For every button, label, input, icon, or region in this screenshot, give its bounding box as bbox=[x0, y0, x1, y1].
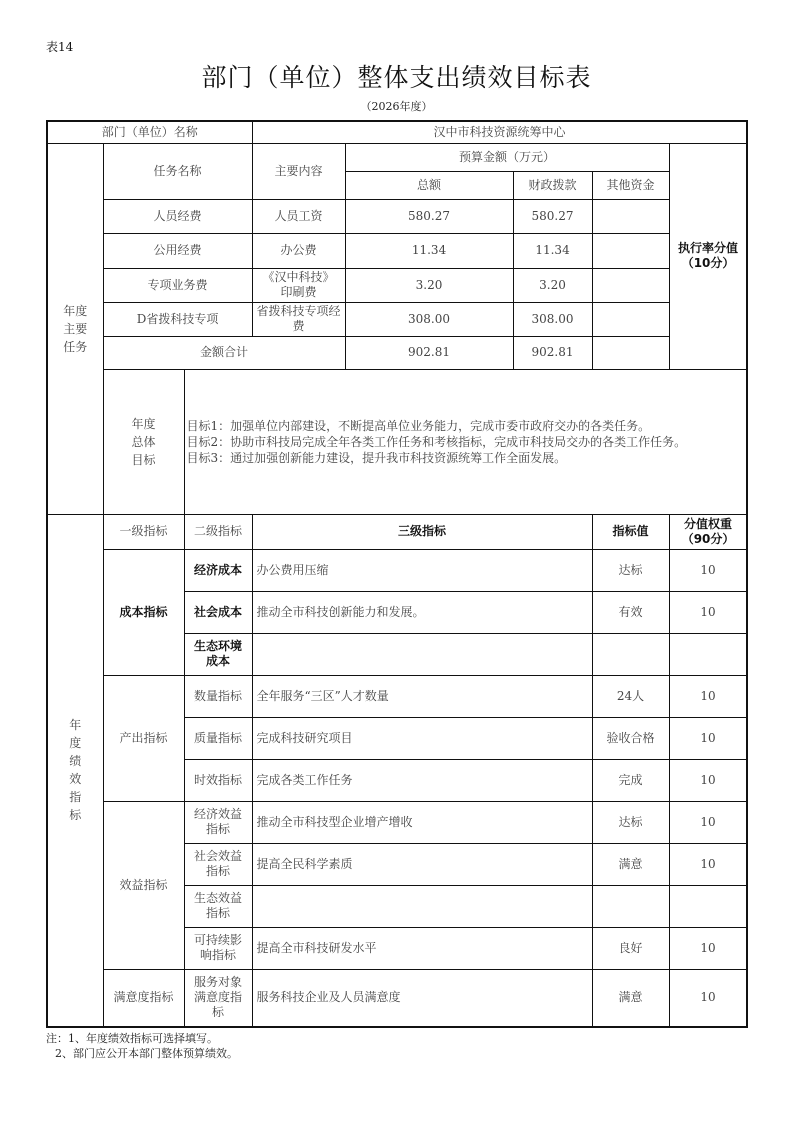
indicator-value: 验收合格 bbox=[592, 717, 669, 759]
level1-indicator: 成本指标 bbox=[103, 549, 184, 675]
task-fiscal: 3.20 bbox=[513, 268, 592, 302]
task-content: 省拨科技专项经费 bbox=[252, 302, 345, 336]
tasks-section-label: 年度主要任务 bbox=[47, 143, 103, 514]
level2-indicator: 数量指标 bbox=[184, 675, 252, 717]
level2-indicator: 时效指标 bbox=[184, 759, 252, 801]
indicator-value: 满意 bbox=[592, 969, 669, 1027]
task-fiscal: 308.00 bbox=[513, 302, 592, 336]
indicator-weight: 10 bbox=[669, 801, 747, 843]
indicator-weight: 10 bbox=[669, 591, 747, 633]
indicator-weight: 10 bbox=[669, 717, 747, 759]
level3-indicator: 提高全民科学素质 bbox=[252, 843, 592, 885]
task-sum-row bbox=[47, 336, 747, 369]
indicator-value: 达标 bbox=[592, 549, 669, 591]
weight-header: 分值权重（90分） bbox=[669, 514, 747, 549]
level2-indicator: 社会成本 bbox=[184, 591, 252, 633]
goals-section-label: 年度总体目标 bbox=[103, 369, 184, 514]
level3-indicator: 推动全市科技型企业增产增收 bbox=[252, 801, 592, 843]
level3-header: 三级指标 bbox=[252, 514, 592, 549]
task-name: D省拨科技专项 bbox=[103, 302, 252, 336]
level3-indicator bbox=[252, 885, 592, 927]
exec-score-header: 执行率分值（10分） bbox=[669, 143, 747, 369]
task-total: 580.27 bbox=[345, 199, 513, 233]
footnotes bbox=[46, 1031, 238, 1061]
level1-header: 一级指标 bbox=[103, 514, 184, 549]
task-name: 专项业务费 bbox=[103, 268, 252, 302]
indicator-weight bbox=[669, 633, 747, 675]
sum-fiscal: 902.81 bbox=[513, 336, 592, 369]
level2-indicator: 经济效益指标 bbox=[184, 801, 252, 843]
task-other bbox=[592, 302, 669, 336]
task-other bbox=[592, 233, 669, 268]
level2-indicator: 可持续影响指标 bbox=[184, 927, 252, 969]
task-row bbox=[47, 302, 747, 336]
dept-label: 部门（单位）名称 bbox=[47, 121, 252, 143]
level1-indicator: 产出指标 bbox=[103, 675, 184, 801]
task-total: 11.34 bbox=[345, 233, 513, 268]
indicator-row bbox=[47, 675, 747, 717]
indicator-weight: 10 bbox=[669, 927, 747, 969]
goal-item: 目标3：通过加强创新能力建设，提升我市科技资源统筹工作全面发展。 bbox=[186, 450, 567, 465]
task-content-header: 主要内容 bbox=[252, 143, 345, 199]
indicator-weight bbox=[669, 885, 747, 927]
task-total: 308.00 bbox=[345, 302, 513, 336]
task-fiscal: 580.27 bbox=[513, 199, 592, 233]
goal-item: 目标2：协助市科技局完成全年各类工作任务和考核指标，完成市科技局交办的各类工作任务。 bbox=[186, 434, 687, 449]
level3-indicator: 提高全市科技研发水平 bbox=[252, 927, 592, 969]
level2-indicator: 质量指标 bbox=[184, 717, 252, 759]
task-other bbox=[592, 199, 669, 233]
level3-indicator: 推动全市科技创新能力和发展。 bbox=[252, 591, 592, 633]
level1-indicator: 效益指标 bbox=[103, 801, 184, 969]
value-header: 指标值 bbox=[592, 514, 669, 549]
indicator-weight: 10 bbox=[669, 549, 747, 591]
task-name: 人员经费 bbox=[103, 199, 252, 233]
level3-indicator: 全年服务“三区”人才数量 bbox=[252, 675, 592, 717]
task-row bbox=[47, 199, 747, 233]
indicator-value: 满意 bbox=[592, 843, 669, 885]
level2-indicator: 服务对象满意度指标 bbox=[184, 969, 252, 1027]
document-year: （2026年度） bbox=[360, 100, 433, 113]
task-content: 人员工资 bbox=[252, 199, 345, 233]
task-other bbox=[592, 268, 669, 302]
task-content: 《汉中科技》印刷费 bbox=[252, 268, 345, 302]
level3-indicator bbox=[252, 633, 592, 675]
performance-target-table bbox=[46, 120, 748, 1028]
indicator-weight: 10 bbox=[669, 759, 747, 801]
indicator-row bbox=[47, 969, 747, 1027]
level1-indicator: 满意度指标 bbox=[103, 969, 184, 1027]
goals-row bbox=[47, 369, 747, 514]
sum-label: 金额合计 bbox=[103, 336, 345, 369]
indicator-row bbox=[47, 801, 747, 843]
task-header-row bbox=[47, 143, 747, 171]
task-name-header: 任务名称 bbox=[103, 143, 252, 199]
indicator-weight: 10 bbox=[669, 675, 747, 717]
indicator-weight: 10 bbox=[669, 843, 747, 885]
goals-content bbox=[184, 369, 747, 514]
indicator-value bbox=[592, 633, 669, 675]
dept-value: 汉中市科技资源统筹中心 bbox=[252, 121, 747, 143]
dept-row bbox=[47, 121, 747, 143]
fiscal-header: 财政拨款 bbox=[513, 171, 592, 199]
footnote: 2、部门应公开本部门整体预算绩效。 bbox=[55, 1047, 238, 1060]
indicator-row bbox=[47, 549, 747, 591]
level2-indicator: 社会效益指标 bbox=[184, 843, 252, 885]
level3-indicator: 完成各类工作任务 bbox=[252, 759, 592, 801]
total-header: 总额 bbox=[345, 171, 513, 199]
task-row bbox=[47, 268, 747, 302]
indicator-value: 达标 bbox=[592, 801, 669, 843]
task-total: 3.20 bbox=[345, 268, 513, 302]
indicator-header-row bbox=[47, 514, 747, 549]
indicators-section-label: 年度绩效指标 bbox=[47, 514, 103, 1027]
task-content: 办公费 bbox=[252, 233, 345, 268]
level3-indicator: 办公费用压缩 bbox=[252, 549, 592, 591]
goal-item: 目标1：加强单位内部建设，不断提高单位业务能力，完成市委市政府交办的各类任务。 bbox=[186, 418, 651, 433]
budget-header: 预算金额（万元） bbox=[345, 143, 669, 171]
table-number: 表14 bbox=[46, 40, 74, 54]
task-row bbox=[47, 233, 747, 268]
other-header: 其他资金 bbox=[592, 171, 669, 199]
footnote: 注：1、年度绩效指标可选择填写。 bbox=[46, 1032, 218, 1045]
level2-indicator: 生态环境成本 bbox=[184, 633, 252, 675]
indicator-value: 完成 bbox=[592, 759, 669, 801]
level2-indicator: 生态效益指标 bbox=[184, 885, 252, 927]
task-name: 公用经费 bbox=[103, 233, 252, 268]
indicator-value bbox=[592, 885, 669, 927]
indicator-value: 有效 bbox=[592, 591, 669, 633]
indicator-value: 24人 bbox=[592, 675, 669, 717]
level2-header: 二级指标 bbox=[184, 514, 252, 549]
task-fiscal: 11.34 bbox=[513, 233, 592, 268]
document-title: 部门（单位）整体支出绩效目标表 bbox=[201, 63, 592, 92]
level3-indicator: 完成科技研究项目 bbox=[252, 717, 592, 759]
sum-total: 902.81 bbox=[345, 336, 513, 369]
level2-indicator: 经济成本 bbox=[184, 549, 252, 591]
level3-indicator: 服务科技企业及人员满意度 bbox=[252, 969, 592, 1027]
sum-other bbox=[592, 336, 669, 369]
indicator-value: 良好 bbox=[592, 927, 669, 969]
indicator-weight: 10 bbox=[669, 969, 747, 1027]
